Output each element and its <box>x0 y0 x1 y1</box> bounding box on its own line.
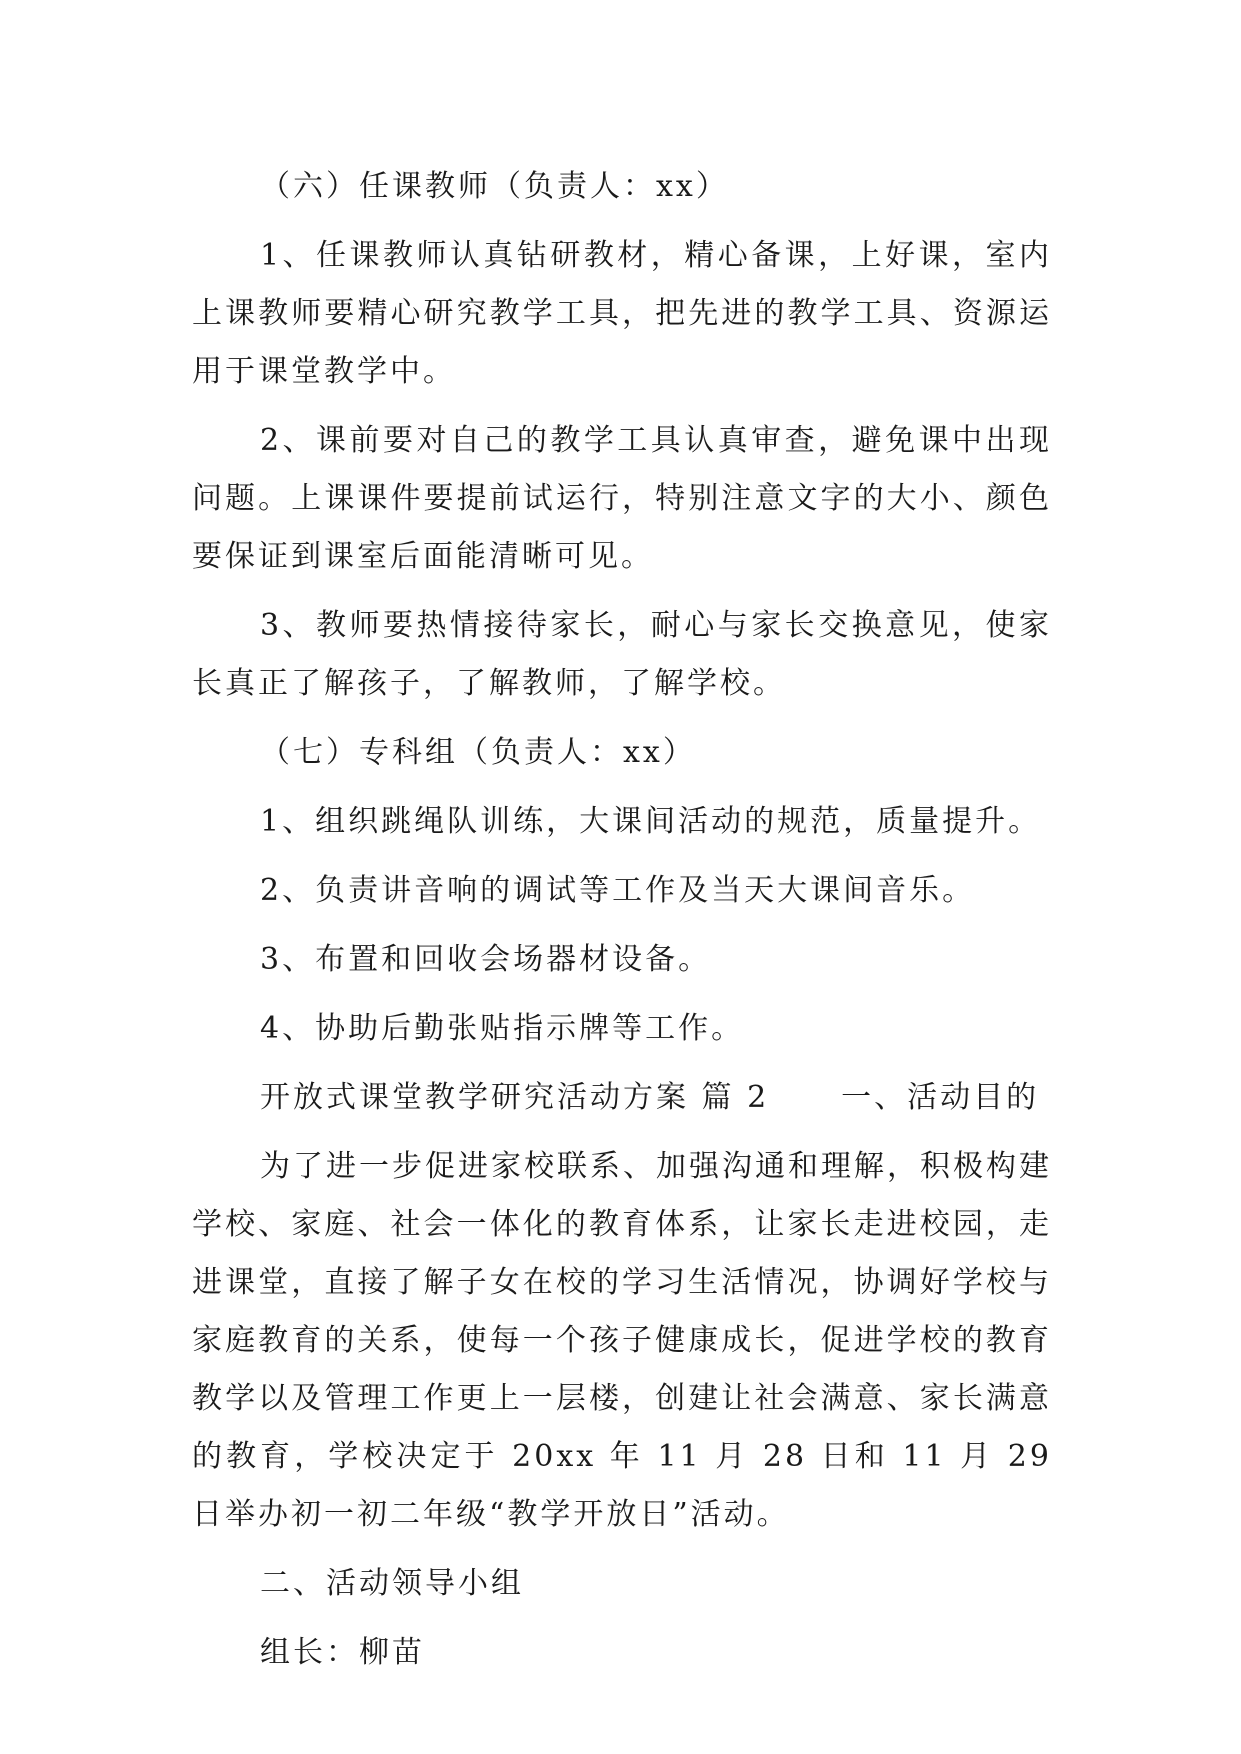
paragraph-teachers-item-3: 3、教师要热情接待家长，耐心与家长交换意见，使家长真正了解孩子，了解教师，了解学校。 <box>192 608 1052 701</box>
section-subtitle: 一、活动目的 <box>841 1080 1040 1115</box>
paragraph-specialty-item-2: 2、负责讲音响的调试等工作及当天大课间音乐。 <box>260 873 976 908</box>
paragraph-heading-specialty-group: （七）专科组（负责人：xx） <box>260 735 696 770</box>
paragraph-teachers-item-2: 2、课前要对自己的教学工具认真审查，避免课中出现问题。上课课件要提前试运行，特别注意文字的大小、颜色要保证到课室后面能清晰可见。 <box>192 423 1052 574</box>
paragraph-heading-teachers: （六）任课教师（负责人：xx） <box>260 169 729 204</box>
document-body <box>192 158 1052 1682</box>
paragraph-group-leader: 组长：柳苗 <box>260 1635 425 1670</box>
paragraph-specialty-item-3: 3、布置和回收会场器材设备。 <box>260 942 712 977</box>
section-title: 开放式课堂教学研究活动方案 篇 2 <box>260 1080 770 1115</box>
paragraph-teachers-item-1: 1、任课教师认真钻研教材，精心备课，上好课，室内上课教师要精心研究教学工具，把先进的教学工具、资源运用于课堂教学中。 <box>192 238 1052 389</box>
paragraph-heading-leadership: 二、活动领导小组 <box>260 1566 524 1601</box>
paragraph-purpose: 为了进一步促进家校联系、加强沟通和理解，积极构建学校、家庭、社会一体化的教育体系，让家长走进校园，走进课堂，直接了解子女在校的学习生活情况，协调好学校与家庭教育的关系，使每一个孩子健康成长，促进学校的教育教学以及管理工作更上一层楼，创建让社会满意、家长满意的教育，学校决定于 20xx 年 11 月 28 日和 11 月 29 日举办初一初二年级“教学开放日”活动。 <box>192 1149 1052 1532</box>
paragraph-specialty-item-1: 1、组织跳绳队训练，大课间活动的规范，质量提升。 <box>260 804 1042 839</box>
section-heading <box>192 1069 1052 1127</box>
paragraph-specialty-item-4: 4、协助后勤张贴指示牌等工作。 <box>260 1011 745 1046</box>
